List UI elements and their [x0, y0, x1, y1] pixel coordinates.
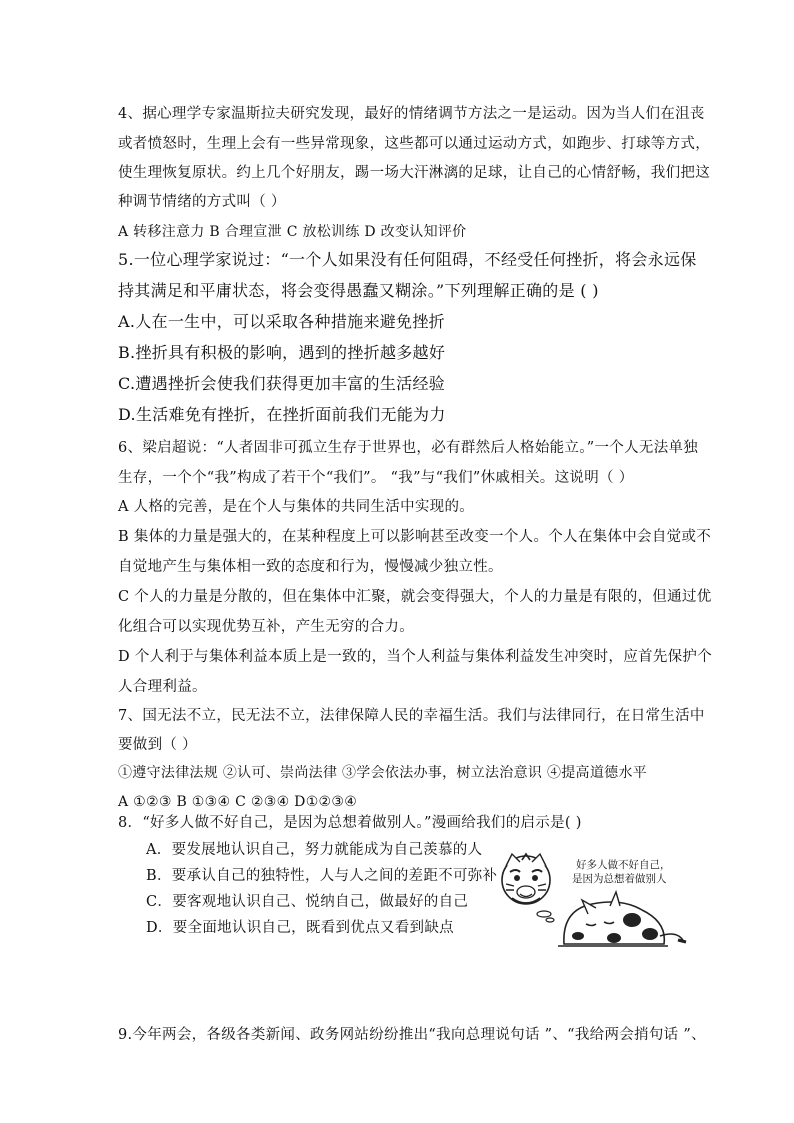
sleeping-cat-drawing	[558, 892, 686, 946]
q7-stem-line-1: 7、国无法不立，民无法不立，法律保障人民的幸福生活。我们与法律同行，在日常生活中	[118, 708, 705, 724]
q7-stem-line-2: 要做到（ ）	[118, 737, 197, 753]
q5-option-b: B.挫折具有积极的影响，遇到的挫折越多越好	[118, 343, 446, 362]
q8-stem: 8．“好多人做不好自己，是因为总想着做别人。”漫画给我们的启示是( )	[118, 815, 582, 831]
q9-stem: 9.今年两会，各级各类新闻、政务网站纷纷推出“我向总理说句话 ”、“我给两会捎句话 ”、	[118, 1027, 706, 1043]
q8-option-c: C．要客观地认识自己、悦纳自己，做最好的自己	[146, 894, 469, 910]
tiger-head-drawing	[502, 854, 550, 904]
cartoon-caption-line-1: 好多人做不好自己，	[576, 859, 671, 871]
q5-option-d: D.生活难免有挫折，在挫折面前我们无能为力	[118, 405, 446, 424]
q6-option-b-line-1: B 集体的力量是强大的，在某种程度上可以影响甚至改变一个人。个人在集体中会自觉或不	[118, 529, 712, 545]
cartoon-caption	[572, 858, 671, 885]
q8-option-d: D．要全面地认识自己，既看到优点又看到缺点	[146, 920, 454, 936]
q4-stem-line-2: 或者愤怒时，生理上会有一些异常现象，这些都可以通过运动方式，如跑步、打球等方式，	[118, 136, 710, 152]
cartoon-illustration	[492, 840, 702, 958]
q6-option-c-line-1: C 个人的力量是分散的，但在集体中汇聚，就会变得强大，个人的力量是有限的，但通过优	[118, 589, 712, 605]
q8-option-b: B．要承认自己的独特性，人与人之间的差距不可弥补	[146, 868, 498, 884]
q6-option-c-line-2: 化组合可以实现优势互补，产生无穷的合力。	[118, 619, 414, 635]
q4-stem-line-4: 种调节情绪的方式叫（ ）	[118, 194, 286, 210]
q5-option-c: C.遭遇挫折会使我们获得更加丰富的生活经验	[118, 374, 446, 393]
q6-stem-line-1: 6、梁启超说：“人者固非可孤立生存于世界也，必有群然后人格始能立。”一个人无法单独	[118, 440, 699, 456]
q6-stem-line-2: 生存，一个个“我”构成了若干个“我们”。 “我”与“我们”休戚相关。这说明（ ）	[118, 470, 634, 486]
q6-option-d-line-1: D 个人利于与集体利益本质上是一致的，当个人利益与集体利益发生冲突时，应首先保护个	[118, 649, 713, 665]
q8-option-a: A．要发展地认识自己，努力就能成为自己羡慕的人	[146, 842, 483, 858]
q6-option-b-line-2: 自觉地产生与集体相一致的态度和行为，慢慢减少独立性。	[118, 559, 503, 575]
cartoon-caption-line-2: 是因为总想着做别人	[572, 873, 667, 885]
q7-items: ①遵守法律法规 ②认可、崇尚法律 ③学会依法办事，树立法治意识 ④提高道德水平	[118, 765, 648, 781]
q7-options: A ①②③ B ①③④ C ②③④ D①②③④	[118, 794, 358, 810]
q5-option-a: A.人在一生中，可以采取各种措施来避免挫折	[118, 312, 445, 331]
q4-options: A 转移注意力 B 合理宣泄 C 放松训练 D 改变认知评价	[118, 224, 467, 240]
q6-option-a: A 人格的完善，是在个人与集体的共同生活中实现的。	[118, 499, 475, 515]
q4-stem-line-1: 4、据心理学专家温斯拉夫研究发现，最好的情绪调节方法之一是运动。因为当人们在沮丧	[118, 106, 705, 122]
q5-stem-line-1: 5.一位心理学家说过：“一个人如果没有任何阻碍，不经受任何挫折，将会永远保	[118, 250, 697, 269]
q6-option-d-line-2: 人合理利益。	[118, 679, 207, 695]
q5-stem-line-2: 持其满足和平庸状态，将会变得愚蠢又糊涂。”下列理解正确的是 ( )	[118, 281, 599, 300]
q4-stem-line-3: 使生理恢复原状。约上几个好朋友，踢一场大汗淋漓的足球，让自己的心情舒畅，我们把这	[118, 165, 710, 181]
